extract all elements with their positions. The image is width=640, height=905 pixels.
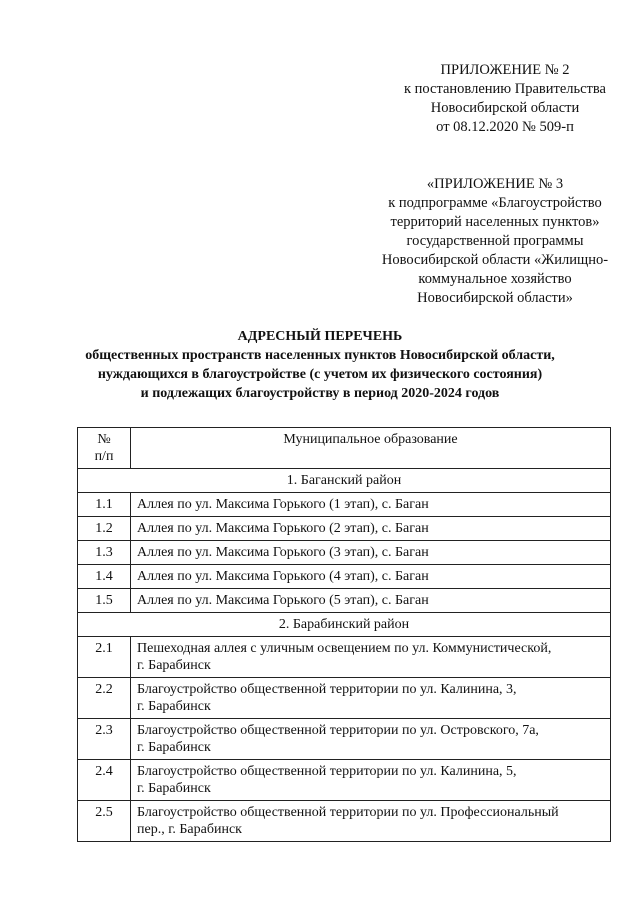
appendix-3-line: «ПРИЛОЖЕНИЕ № 3: [426, 176, 564, 192]
appendix-2-line: Новосибирской области: [430, 100, 580, 116]
row-number: 2.3: [78, 719, 131, 760]
table-row: [78, 760, 611, 801]
row-object-name: [131, 760, 611, 801]
row-number: 1.1: [78, 493, 131, 517]
row-number: 1.2: [78, 517, 131, 541]
row-number: 1.3: [78, 541, 131, 565]
header-number-symbol: №: [97, 432, 111, 447]
row-object-name-line: Благоустройство общественной территории по ул. Калинина, 5,: [137, 764, 517, 779]
table-header-row: [78, 428, 611, 469]
row-object-name-line: Благоустройство общественной территории по ул. Профессиональный: [137, 805, 559, 820]
row-number: 2.1: [78, 637, 131, 678]
appendix-3-line: коммунальное хозяйство: [418, 271, 572, 287]
table-row: [78, 719, 611, 760]
row-object-name-line: Благоустройство общественной территории по ул. Калинина, 3,: [137, 682, 517, 697]
district-row: [78, 613, 611, 637]
row-object-name-line: г. Барабинск: [137, 658, 211, 673]
row-object-name: [131, 719, 611, 760]
appendix-3-line: Новосибирской области «Жилищно-: [381, 252, 609, 268]
appendix-2-block: [380, 61, 630, 137]
row-number: 2.5: [78, 801, 131, 842]
row-object-name-line: Аллея по ул. Максима Горького (5 этап), с. Баган: [137, 593, 429, 608]
row-object-name: [131, 678, 611, 719]
appendix-3-line: Новосибирской области»: [417, 290, 573, 306]
table-body: [78, 469, 611, 842]
header-number-column: [78, 428, 131, 469]
document-title: [40, 327, 600, 403]
table-row: [78, 493, 611, 517]
row-object-name-line: пер., г. Барабинск: [137, 822, 242, 837]
row-object-name: [131, 565, 611, 589]
title-subtitle-line: и подлежащих благоустройству в период 2020-2024 годов: [140, 386, 500, 401]
table-row: [78, 517, 611, 541]
district-row: [78, 469, 611, 493]
table-row: [78, 541, 611, 565]
table-row: [78, 678, 611, 719]
appendix-2-line: к постановлению Правительства: [404, 81, 606, 97]
row-number: 1.4: [78, 565, 131, 589]
row-object-name-line: г. Барабинск: [137, 699, 211, 714]
row-object-name: [131, 517, 611, 541]
row-object-name-line: Пешеходная аллея с уличным освещением по ул. Коммунистической,: [137, 641, 552, 656]
row-object-name: [131, 801, 611, 842]
row-object-name-line: г. Барабинск: [137, 740, 211, 755]
row-number: 1.5: [78, 589, 131, 613]
row-number: 2.2: [78, 678, 131, 719]
appendix-3-line: государственной программы: [406, 233, 584, 249]
row-object-name: [131, 493, 611, 517]
row-object-name-line: Аллея по ул. Максима Горького (3 этап), с. Баган: [137, 545, 429, 560]
appendix-2-line: от 08.12.2020 № 509-п: [436, 119, 574, 135]
row-object-name-line: г. Барабинск: [137, 781, 211, 796]
row-object-name: [131, 589, 611, 613]
address-list-table: [77, 427, 611, 842]
header-number-label: п/п: [94, 449, 114, 464]
row-object-name: [131, 637, 611, 678]
title-subtitle-line: нуждающихся в благоустройстве (с учетом их физического состояния): [97, 367, 543, 382]
title-heading: АДРЕСНЫЙ ПЕРЕЧЕНЬ: [237, 329, 403, 344]
table-row: [78, 637, 611, 678]
row-object-name-line: Аллея по ул. Максима Горького (4 этап), с. Баган: [137, 569, 429, 584]
appendix-3-line: к подпрограмме «Благоустройство: [388, 195, 602, 211]
table-row: [78, 801, 611, 842]
district-name: 2. Барабинский район: [78, 613, 611, 637]
row-object-name-line: Благоустройство общественной территории по ул. Островского, 7а,: [137, 723, 539, 738]
title-subtitle-line: общественных пространств населенных пунктов Новосибирской области,: [85, 348, 555, 363]
table-row: [78, 589, 611, 613]
appendix-3-block: [360, 175, 630, 308]
row-number: 2.4: [78, 760, 131, 801]
district-name: 1. Баганский район: [78, 469, 611, 493]
row-object-name-line: Аллея по ул. Максима Горького (2 этап), с. Баган: [137, 521, 429, 536]
row-object-name-line: Аллея по ул. Максима Горького (1 этап), с. Баган: [137, 497, 429, 512]
row-object-name: [131, 541, 611, 565]
header-name-column: Муниципальное образование: [131, 428, 611, 469]
table-row: [78, 565, 611, 589]
appendix-3-line: территорий населенных пунктов»: [390, 214, 600, 230]
appendix-2-line: ПРИЛОЖЕНИЕ № 2: [440, 62, 570, 78]
